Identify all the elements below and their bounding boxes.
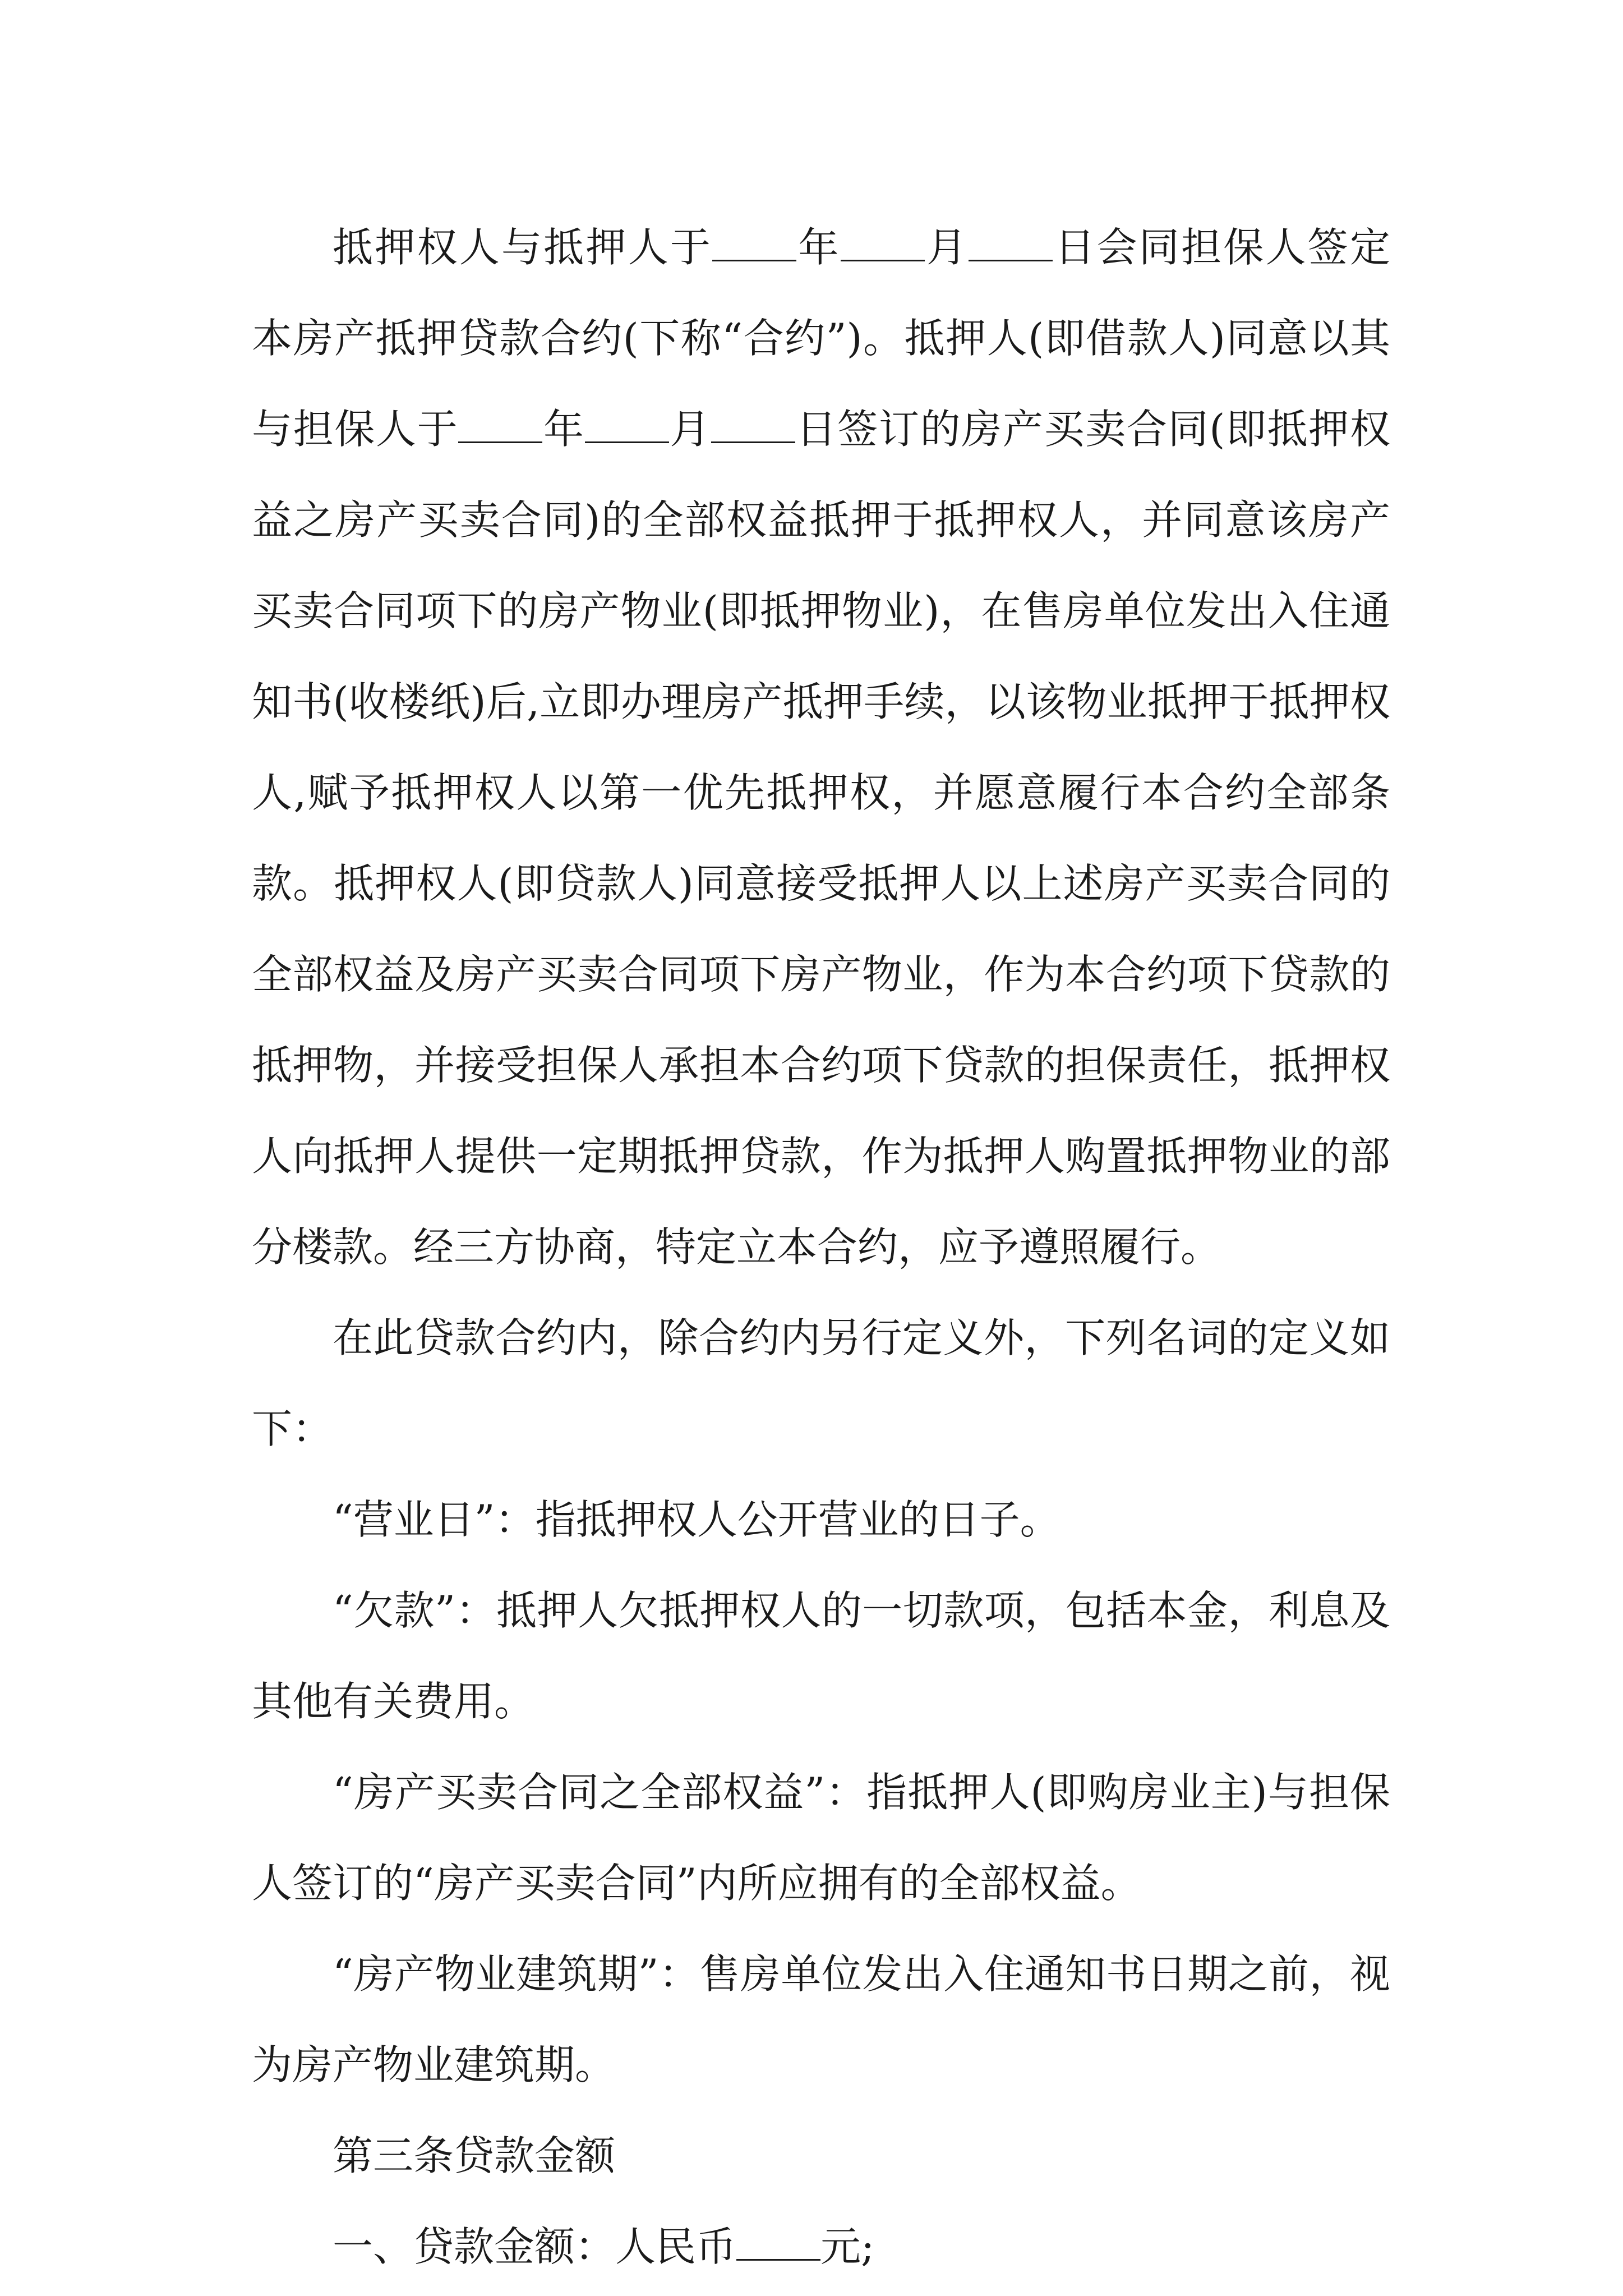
section-heading-loan-amount: 第三条贷款金额 <box>333 2132 616 2179</box>
blank-line <box>585 408 669 443</box>
paragraph-loan-amount <box>252 2201 1390 2292</box>
paragraph-definition-business-day: “营业日”：指抵押权人公开营业的日子。 <box>333 1496 1061 1543</box>
text-segment: 一、贷款金额：人民币 <box>333 2223 737 2270</box>
blank-line <box>969 226 1053 261</box>
text-segment: 月 <box>668 406 711 453</box>
text-segment: 元; <box>820 2223 875 2270</box>
blank-line <box>736 2225 820 2261</box>
paragraph-definition-debt: “欠款”：抵押人欠抵押权人的一切款项，包括本金，利息及其他有关费用。 <box>252 1587 1390 1725</box>
blank-line <box>712 226 796 261</box>
paragraph-preamble <box>252 202 1390 1292</box>
text-segment: 年 <box>542 406 585 453</box>
text-segment: 日会同担保人签定本房产抵押贷款合约(下称“合约”)。抵押人(即借款人)同意以其与担保人于 <box>252 224 1390 453</box>
text-segment: 日签订的房产买卖合同(即抵押权益之房产买卖合同)的全部权益抵押于抵押权人，并同意该房产买卖合同项下的房产物业(即抵押物业)，在售房单位发出入住通知书(收楼纸)后,立即办理房产抵押手续，以该物业抵押于抵押权人,赋予抵押权人以第一优先抵押权，并愿意履行本合约全部条款。抵押权人(即贷款人)同意接受抵押人以上述房产买卖合同的全部权益及房产买卖合同项下房产物业，作为本合约项下贷款的抵押物，并接受担保人承担本合约项下贷款的担保责任，抵押权人向抵押人提供一定期抵押贷款，作为抵押人购置抵押物业的部分楼款。经三方协商，特定立本合约，应予遵照履行。 <box>252 406 1390 1271</box>
paragraph-definition-contract-rights: “房产买卖合同之全部权益”：指抵押人(即购房业主)与担保人签订的“房产买卖合同”内所应拥有的全部权益。 <box>252 1769 1390 1907</box>
text-segment: 月 <box>924 224 969 271</box>
blank-line <box>458 408 542 443</box>
blank-line <box>841 226 925 261</box>
text-segment: 年 <box>796 224 841 271</box>
paragraph-definitions-intro: 在此贷款合约内，除合约内另行定义外，下列名词的定义如下： <box>252 1314 1390 1452</box>
text-segment: 抵押权人与抵押人于 <box>333 224 713 271</box>
blank-line <box>711 408 795 443</box>
paragraph-definition-construction-period: “房产物业建筑期”：售房单位发出入住通知书日期之前，视为房产物业建筑期。 <box>252 1950 1390 2088</box>
document-body <box>252 202 1390 2292</box>
